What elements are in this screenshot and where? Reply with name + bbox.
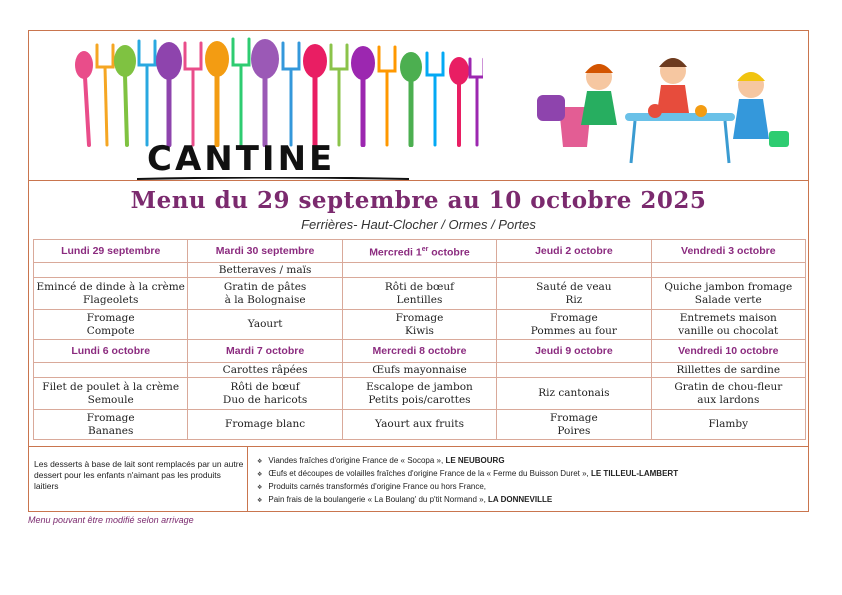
menu-line: Compote [86, 324, 135, 337]
supplier-item [257, 468, 807, 481]
menu-cell [651, 410, 805, 440]
day-header: Vendredi 10 octobre [651, 340, 805, 363]
menu-line: Salade verte [694, 293, 762, 306]
supplier-list [257, 455, 807, 507]
header-banner [29, 31, 808, 181]
menu-cell [651, 278, 805, 310]
menu-line: Entremets maison [679, 311, 777, 324]
menu-subtitle: Ferrières- Haut-Clocher / Ormes / Portes [301, 217, 536, 232]
menu-line: Rôti de bœuf [230, 380, 300, 393]
day-header: Jeudi 9 octobre [497, 340, 651, 363]
menu-change-note: Menu pouvant être modifié selon arrivage [28, 515, 194, 525]
ordinal-suffix: er [421, 245, 429, 253]
supplier-text: Viandes fraîches d'origine France de « Socopa », [268, 456, 446, 465]
menu-line: Petits pois/carottes [368, 393, 471, 406]
menu-cell [34, 278, 188, 310]
menu-cell [497, 278, 651, 310]
day-header: Mercredi 8 octobre [342, 340, 496, 363]
menu-line: Sauté de veau [536, 280, 612, 293]
week1-main-row [34, 278, 806, 310]
week1-starter-row [34, 263, 806, 278]
menu-line: Yaourt [247, 318, 283, 330]
menu-line: Flageolets [83, 293, 139, 306]
menu-line: Duo de haricots [222, 393, 308, 406]
menu-line: Kiwis [405, 324, 434, 337]
menu-line: Rôti de bœuf [384, 280, 455, 293]
menu-cell [651, 263, 805, 278]
week1-days-row [34, 240, 806, 263]
menu-cell: Rillettes de sardine [651, 363, 805, 378]
week2-days-row [34, 340, 806, 363]
day-header: Mardi 30 septembre [188, 240, 342, 263]
menu-line: Gratin de pâtes [223, 280, 307, 293]
menu-cell [342, 278, 496, 310]
menu-line: Escalope de jambon [366, 380, 473, 393]
week2-starter-row [34, 363, 806, 378]
menu-cell [34, 310, 188, 340]
menu-line: Fromage [86, 411, 135, 424]
footer-divider [247, 447, 248, 512]
menu-line: Pommes au four [530, 324, 617, 337]
menu-cell [497, 263, 651, 278]
menu-cell [188, 278, 342, 310]
menu-line: Gratin de chou-fleur [674, 380, 783, 393]
week2-dessert-row [34, 410, 806, 440]
menu-line: Filet de poulet à la crème [42, 380, 180, 393]
menu-cell [34, 378, 188, 410]
menu-frame [28, 30, 809, 512]
menu-cell [342, 410, 496, 440]
children-eating-illustration [525, 51, 795, 169]
menu-cell [34, 363, 188, 378]
dairy-substitution-note: Les desserts à base de lait sont remplacés par un autre dessert pour les enfants n'aimant pas les produits laitiers [34, 459, 244, 491]
menu-line: Yaourt aux fruits [375, 418, 464, 430]
menu-cell [497, 410, 651, 440]
menu-line: Fromage [549, 411, 598, 424]
day-header: Mardi 7 octobre [188, 340, 342, 363]
menu-table [33, 239, 806, 440]
menu-line: Fromage blanc [225, 418, 306, 430]
menu-line: vanille ou chocolat [678, 324, 779, 337]
week1-dessert-row [34, 310, 806, 340]
supplier-item [257, 481, 807, 494]
supplier-location: LA DONNEVILLE [488, 495, 553, 504]
menu-title: Menu du 29 septembre au 10 octobre 2025 [130, 187, 707, 214]
menu-cell [497, 378, 651, 410]
day-header [342, 240, 496, 263]
menu-line: Fromage [86, 311, 135, 324]
menu-line: Lentilles [396, 293, 443, 306]
menu-cell [34, 263, 188, 278]
menu-cell [188, 378, 342, 410]
menu-cell [34, 410, 188, 440]
menu-line: Riz [565, 293, 583, 306]
supplier-text: Œufs et découpes de volailles fraîches d'origine France de la « Ferme du Buisson Duret », [268, 469, 591, 478]
menu-line: Quiche jambon fromage [664, 280, 793, 293]
menu-cell [497, 363, 651, 378]
menu-line: Bananes [88, 424, 134, 437]
menu-line: Fromage [395, 311, 444, 324]
menu-cell [651, 378, 805, 410]
supplier-item [257, 494, 807, 507]
menu-cell: Carottes râpées [188, 363, 342, 378]
menu-line: Fromage [549, 311, 598, 324]
menu-cell [188, 310, 342, 340]
menu-cell [651, 310, 805, 340]
cantine-title: CANTINE [147, 139, 336, 179]
title-underline [137, 177, 409, 181]
menu-cell [497, 310, 651, 340]
menu-cell [342, 378, 496, 410]
week2-main-row [34, 378, 806, 410]
supplier-item [257, 455, 807, 468]
menu-line: à la Bolognaise [224, 293, 306, 306]
menu-line: Emincé de dinde à la crème [36, 280, 185, 293]
menu-line: Semoule [87, 393, 134, 406]
day-header: Lundi 29 septembre [34, 240, 188, 263]
supplier-location: LE TILLEUL-LAMBERT [590, 469, 679, 478]
footer-info [29, 446, 808, 512]
day-header: Lundi 6 octobre [34, 340, 188, 363]
menu-cell: Œufs mayonnaise [342, 363, 496, 378]
day-header-month: octobre [428, 246, 470, 259]
menu-line: aux lardons [697, 393, 760, 406]
day-header: Vendredi 3 octobre [651, 240, 805, 263]
supplier-text: Pain frais de la boulangerie « La Boulang' du p'tit Normand », [268, 495, 489, 504]
day-header: Jeudi 2 octobre [497, 240, 651, 263]
supplier-text: Produits carnés transformés d'origine France ou hors France, [268, 482, 487, 491]
menu-line: Flamby [708, 418, 749, 430]
menu-cell [342, 310, 496, 340]
utensils-illustration [73, 37, 483, 147]
menu-cell: Betteraves / maïs [188, 263, 342, 278]
menu-cell [188, 410, 342, 440]
day-header-text: Mercredi 1 [369, 246, 422, 259]
supplier-location: LE NEUBOURG [445, 456, 505, 465]
menu-line: Riz cantonais [538, 387, 610, 399]
menu-line: Poires [557, 424, 591, 437]
menu-cell [342, 263, 496, 278]
